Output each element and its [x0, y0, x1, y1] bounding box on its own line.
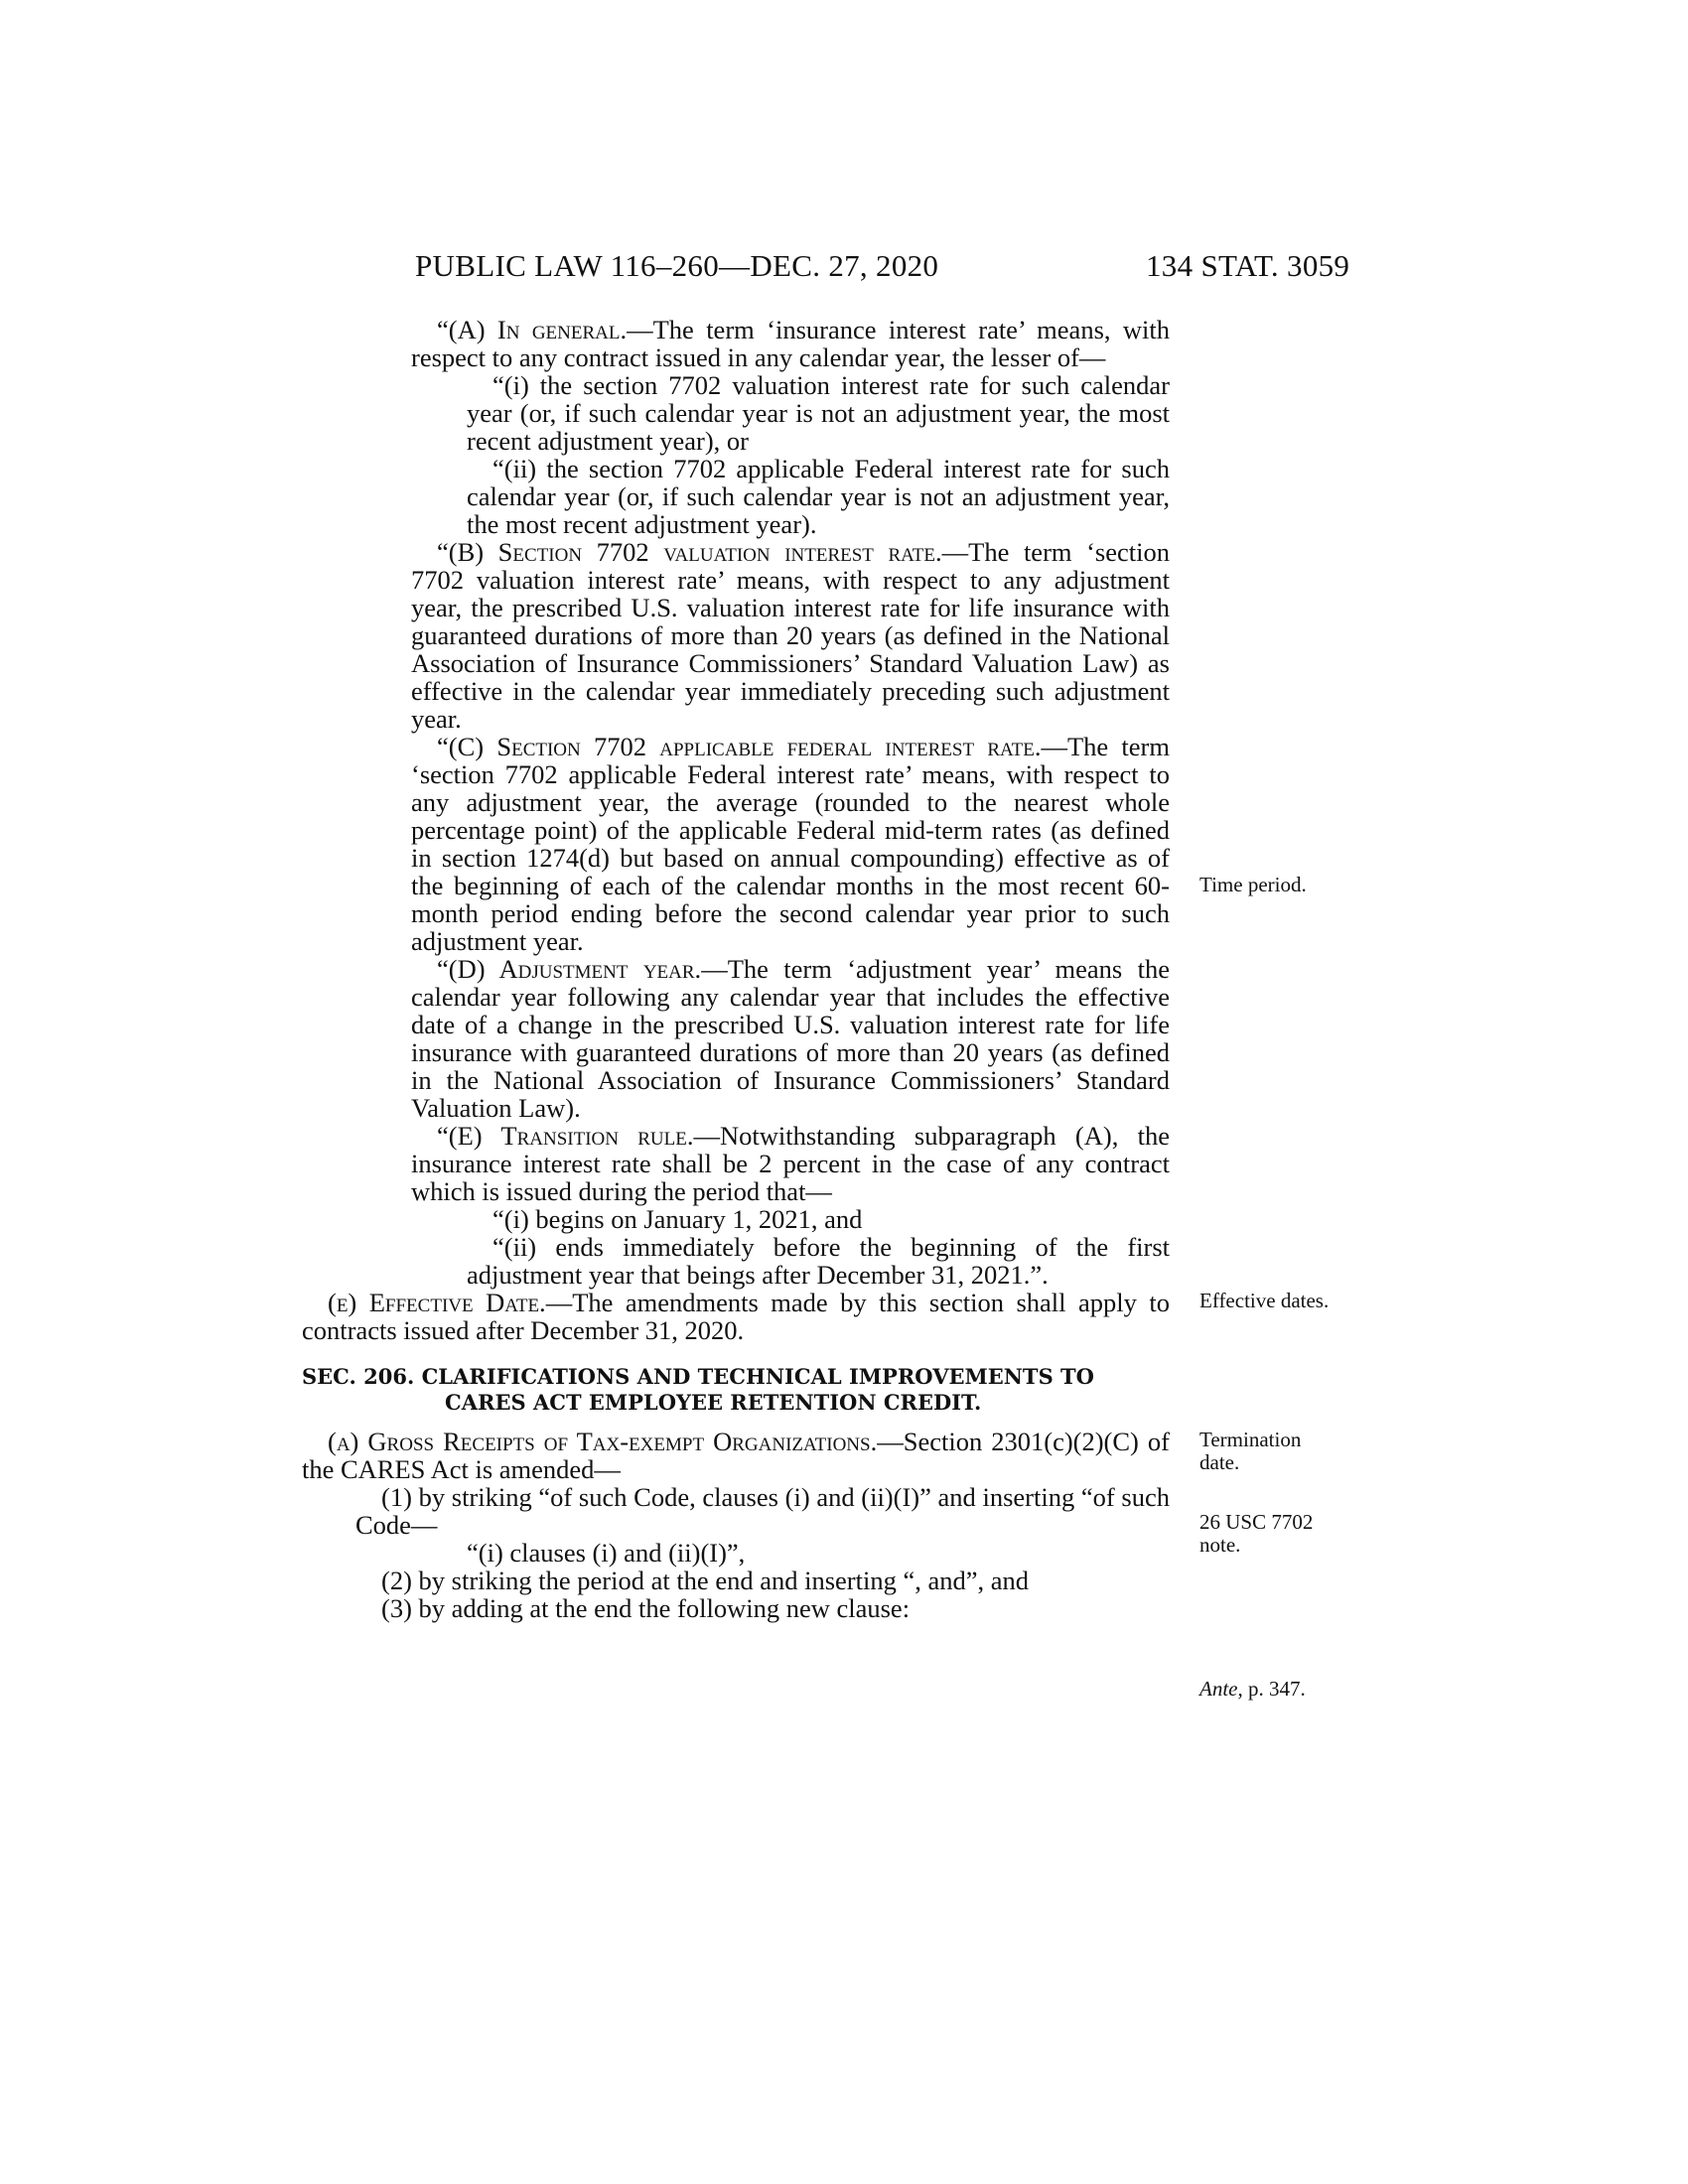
- gross-receipts-text: —Section 2301(c)(2)(C) of the CARES Act is amended—: [302, 1427, 1170, 1484]
- usc-line-1: 26 USC 7702: [1199, 1510, 1314, 1534]
- clause-a-i: “(i) the section 7702 valuation interest rate for such calendar year (or, if such calendar year is not an adjustment year, the most recent adjustment year), or: [467, 370, 1170, 456]
- margin-note-ante-reference: [1199, 1678, 1306, 1701]
- section-206-heading: [302, 1364, 1170, 1416]
- subparagraph-a-heading: “(A) In general.: [437, 315, 628, 344]
- section-heading-line-1: SEC. 206. CLARIFICATIONS AND TECHNICAL IMPROVEMENTS TO: [302, 1364, 1094, 1389]
- termination-line-2: date.: [1199, 1450, 1240, 1474]
- ante-page: , p. 347.: [1237, 1677, 1306, 1701]
- subparagraph-b-heading: “(B) Section 7702 valuation interest rate.: [437, 537, 942, 567]
- subsection-effective-date: [302, 1289, 1170, 1344]
- clause-a-ii: “(ii) the section 7702 applicable Federal interest rate for such calendar year (or, if such calendar year is not an adjustment year, the most recent adjustment year).: [467, 454, 1170, 539]
- subparagraph-d-text: —The term ‘adjustment year’ means the calendar year following any calendar year that includes the effective date of a change in the prescribed U.S. valuation interest rate for life insurance with guaranteed durations of more than 20 years (as defined in the National Association of Insurance Commissioners’ Standard Valuation Law).: [411, 954, 1170, 1123]
- amendment-paragraph-3: (3) by adding at the end the following new clause:: [381, 1593, 911, 1623]
- subparagraph-d-heading: “(D) Adjustment year.: [437, 954, 702, 984]
- amendment-paragraph-1: (1) by striking “of such Code, clauses (i) and (ii)(I)” and inserting “of such Code—: [355, 1482, 1170, 1540]
- subparagraph-b-text: —The term ‘section 7702 valuation interest rate’ means, with respect to any adjustment year, the prescribed U.S. valuation interest rate for life insurance with guaranteed durations of more than 20 years (as defined in the National Association of Insurance Commissioners’ Standard Valuation Law) as effective in the calendar year immediately preceding such adjustment year.: [411, 537, 1170, 734]
- ante-italic: Ante: [1199, 1677, 1238, 1701]
- effective-date-heading: (e) Effective Date.: [328, 1288, 546, 1317]
- subparagraph-e-text: —Notwithstanding subparagraph (A), the insurance interest rate shall be 2 percent in the case of any contract which is issued during the period that—: [411, 1121, 1170, 1206]
- usc-line-2: note.: [1199, 1533, 1241, 1557]
- subparagraph-d: [411, 955, 1170, 1122]
- subparagraph-c-text: —The term ‘section 7702 applicable Federal interest rate’ means, with respect to any adjustment year, the average (rounded to the nearest whole percentage point) of the applicable Federal mid-term rates (as defined in section 1274(d) but based on annual compounding) effective as of the beginning of each of the calendar months in the most recent 60-month period ending before the second calendar year prior to such adjustment year.: [411, 732, 1170, 956]
- subparagraph-c: [411, 733, 1170, 955]
- clause-e-i: “(i) begins on January 1, 2021, and: [492, 1204, 863, 1234]
- subparagraph-c-heading: “(C) Section 7702 applicable federal interest rate.: [437, 732, 1042, 761]
- amendment-inserted-clause: “(i) clauses (i) and (ii)(I)”,: [467, 1538, 746, 1568]
- running-header-title: PUBLIC LAW 116–260—DEC. 27, 2020: [415, 248, 939, 283]
- effective-date-text: —The amendments made by this section shall apply to contracts issued after December 31, 2020.: [302, 1288, 1170, 1345]
- margin-note-time-period: Time period.: [1199, 873, 1307, 896]
- amendment-paragraph-2: (2) by striking the period at the end and inserting “, and”, and: [381, 1566, 1030, 1595]
- termination-line-1: Termination: [1199, 1428, 1302, 1451]
- gross-receipts-heading: (a) Gross Receipts of Tax-exempt Organizations.: [328, 1427, 878, 1456]
- subparagraph-b: [411, 538, 1170, 733]
- margin-note-usc-citation: [1199, 1511, 1313, 1557]
- running-header-page-number: 134 STAT. 3059: [1146, 248, 1350, 283]
- section-heading-line-2: CARES ACT EMPLOYEE RETENTION CREDIT.: [445, 1390, 982, 1415]
- subparagraph-a-text: —The term ‘insurance interest rate’ means, with respect to any contract issued in any calendar year, the lesser of—: [411, 315, 1170, 372]
- statute-body: [302, 315, 1170, 1623]
- subparagraph-e-heading: “(E) Transition rule.: [437, 1121, 694, 1151]
- subparagraph-e: [411, 1122, 1170, 1205]
- subparagraph-a: [411, 316, 1170, 371]
- margin-note-termination-date: [1199, 1429, 1301, 1474]
- subsection-gross-receipts: [302, 1428, 1170, 1483]
- clause-e-ii: “(ii) ends immediately before the beginning of the first adjustment year that beings after December 31, 2021.”.: [467, 1232, 1170, 1290]
- margin-note-effective-dates: Effective dates.: [1199, 1289, 1330, 1312]
